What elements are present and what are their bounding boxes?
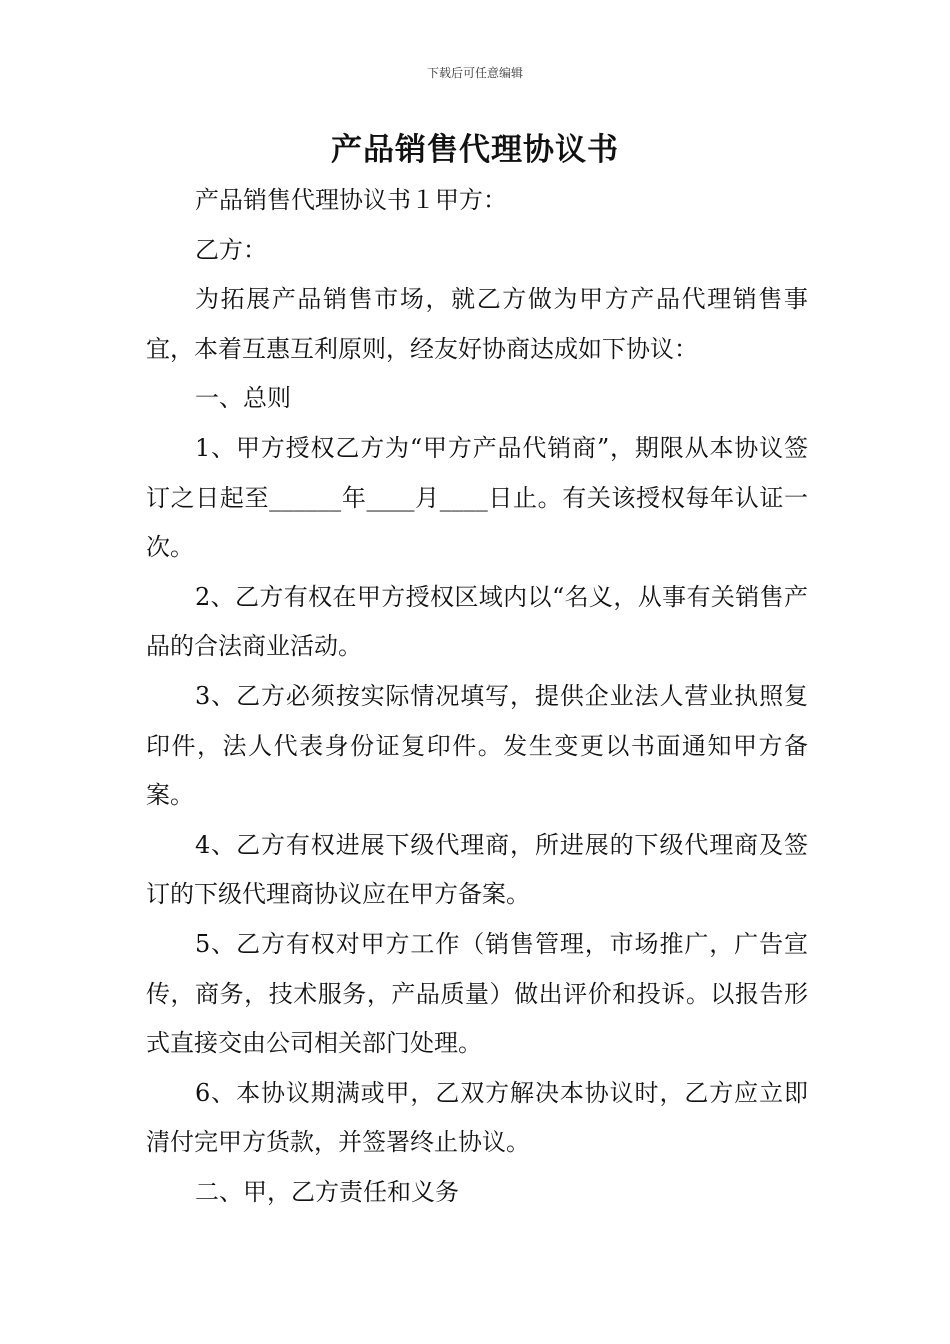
- clause-4: 4、乙方有权进展下级代理商，所进展的下级代理商及签订的下级代理商协议应在甲方备案。: [146, 830, 808, 909]
- paragraph-preamble: 为拓展产品销售市场，就乙方做为甲方产品代理销售事宜，本着互惠互利原则，经友好协商达成如下协议：: [146, 285, 808, 363]
- section-heading-responsibilities: 二、甲，乙方责任和义务: [195, 1177, 459, 1206]
- clause-5: 5、乙方有权对甲方工作（销售管理，市场推广，广告宣传，商务，技术服务，产品质量）做出评价和投诉。以报告形式直接交由公司相关部门处理。: [146, 929, 808, 1058]
- document-title: 产品销售代理协议书: [331, 132, 619, 168]
- clause-6: 6、本协议期满或甲，乙双方解决本协议时，乙方应立即清付完甲方货款，并签署终止协议。: [146, 1078, 808, 1157]
- paragraph-party-a: 产品销售代理协议书１甲方：: [195, 186, 507, 214]
- clause-3: 3、乙方必须按实际情况填写，提供企业法人营业执照复印件，法人代表身份证复印件。发生变更以书面通知甲方备案。: [146, 681, 808, 810]
- document-body: [146, 176, 808, 1217]
- clause-2: 2、乙方有权在甲方授权区域内以“名义，从事有关销售产品的合法商业活动。: [146, 582, 808, 661]
- clause-1: 1、甲方授权乙方为“甲方产品代销商”，期限从本协议签订之日起至______年____月____日止。有关该授权每年认证一次。: [146, 433, 808, 562]
- section-heading-general: 一、总则: [195, 384, 291, 413]
- header-note: 下载后可任意编辑: [426, 66, 523, 80]
- paragraph-party-b: 乙方：: [195, 235, 267, 264]
